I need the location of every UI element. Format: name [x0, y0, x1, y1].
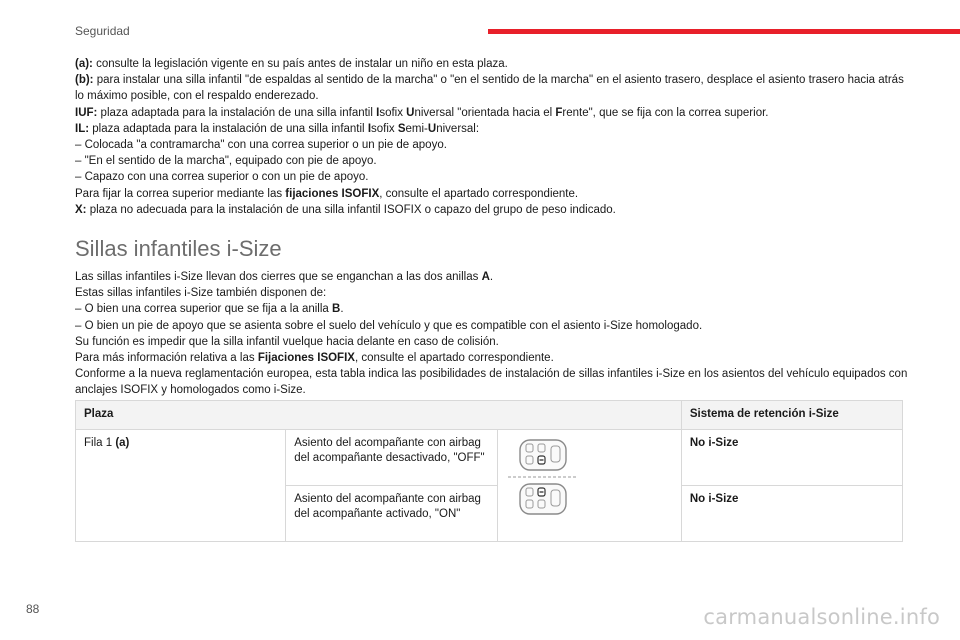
isize-line-2: Estas sillas infantiles i-Size también disponen de:	[75, 287, 327, 300]
isize-line-7: Conforme a la nueva reglamentación europea, esta tabla indica las posibilidades de instalación de sillas infantiles i-Size en los asientos del vehículo equipados con anclajes ISOFIX y homologados como i-Size.	[75, 368, 908, 397]
car-seat-icon	[506, 436, 580, 518]
legend-x: X: plaza no adecuada para la instalación de una silla infantil ISOFIX o capazo del grupo de peso indicado.	[75, 203, 616, 216]
legend-a: (a): consulte la legislación vigente en su país antes de instalar un niño en esta plaza.	[75, 58, 508, 70]
section-title: Sillas infantiles i-Size	[75, 236, 282, 261]
page-number: 88	[26, 602, 40, 616]
header-accent-bar	[488, 29, 960, 34]
seat-description: Asiento del acompañante con airbag del acompañante activado, "ON"	[286, 485, 498, 541]
isize-line-6: Para más información relativa a las Fijaciones ISOFIX, consulte el apartado correspondiente.	[75, 352, 554, 365]
legend-b: (b): para instalar una silla infantil "de espaldas al sentido de la marcha" o "en el sentido de la marcha" en el asiento trasero, desplace el asiento trasero hacia atrás lo máximo posible, con el respaldo enderezado.	[75, 74, 904, 103]
legend-block	[75, 56, 915, 218]
isize-table	[75, 400, 903, 542]
legend-il: IL: plaza adaptada para la instalación de una silla infantil Isofix Semi-Universal:	[75, 122, 480, 135]
il-item-1: – Colocada "a contramarcha" con una correa superior o un pie de apoyo.	[75, 139, 447, 152]
isize-value: No i-Size	[681, 429, 902, 485]
row-label: Fila 1 (a)	[76, 429, 286, 541]
table-head-system: Sistema de retención i-Size	[681, 401, 902, 430]
table-head-plaza: Plaza	[76, 401, 682, 430]
seat-description: Asiento del acompañante con airbag del acompañante desactivado, "OFF"	[286, 429, 498, 485]
isize-intro	[75, 269, 915, 399]
isize-line-1: Las sillas infantiles i-Size llevan dos cierres que se enganchan a las dos anillas A.	[75, 271, 494, 283]
il-item-3: – Capazo con una correa superior o con un pie de apoyo.	[75, 171, 369, 184]
isize-line-4: – O bien un pie de apoyo que se asienta sobre el suelo del vehículo y que es compatible con el asiento i-Size homologado.	[75, 319, 703, 332]
legend-iuf: IUF: plaza adaptada para la instalación de una silla infantil Isofix Universal "orientada hacia el Frente", que se fija con la correa superior.	[75, 106, 769, 119]
isize-line-3: – O bien una correa superior que se fija a la anilla B.	[75, 303, 344, 316]
watermark: carmanualsonline.info	[703, 605, 940, 629]
car-seats-illustration	[498, 429, 681, 541]
table-row	[76, 429, 903, 485]
header-section-title: Seguridad	[75, 24, 130, 38]
isize-value: No i-Size	[681, 485, 902, 541]
isize-line-5: Su función es impedir que la silla infantil vuelque hacia delante en caso de colisión.	[75, 335, 499, 348]
il-item-2: – "En el sentido de la marcha", equipado con pie de apoyo.	[75, 155, 377, 168]
fixing-line: Para fijar la correa superior mediante las fijaciones ISOFIX, consulte el apartado correspondiente.	[75, 187, 579, 200]
